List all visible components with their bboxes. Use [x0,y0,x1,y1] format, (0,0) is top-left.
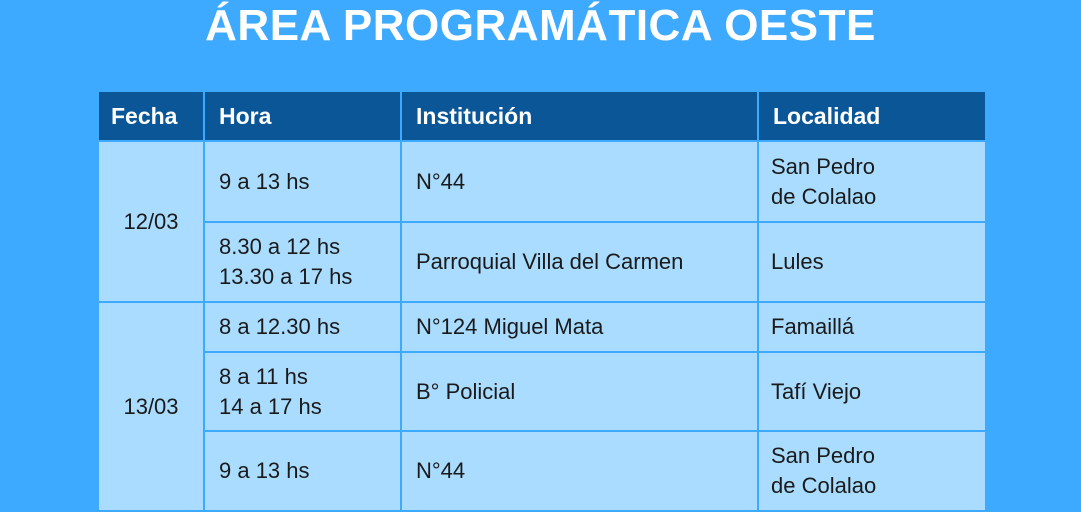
schedule-table [97,90,987,512]
fecha-cell: 12/03 [98,141,204,302]
hora-cell [204,222,401,302]
hora-cell [204,431,401,511]
localidad-cell [758,222,986,302]
column-header-fecha: Fecha [98,91,204,141]
table-row [98,141,986,222]
institucion-cell: N°124 Miguel Mata [401,302,758,352]
hora-line: 8 a 12.30 hs [219,314,341,339]
hora-cell [204,302,401,352]
hora-cell [204,352,401,431]
column-header-hora: Hora [204,91,401,141]
localidad-line: San Pedro [771,153,875,179]
hora-line: 9 a 13 hs [219,168,310,194]
hora-line: 13.30 a 17 hs [219,264,353,289]
hora-cell [204,141,401,222]
localidad-line: Famaillá [771,314,855,339]
localidad-line: Tafí Viejo [771,378,862,404]
localidad-cell [758,431,986,511]
localidad-cell [758,352,986,431]
table-row [98,222,986,302]
column-header-localidad: Localidad [758,91,986,141]
hora-line: 9 a 13 hs [219,458,310,483]
institucion-cell: N°44 [401,431,758,511]
fecha-cell: 13/03 [98,302,204,511]
table-row [98,302,986,352]
table-row [98,431,986,511]
institucion-cell: N°44 [401,141,758,222]
institucion-cell: Parroquial Villa del Carmen [401,222,758,302]
localidad-cell [758,302,986,352]
hora-line: 8.30 a 12 hs [219,234,341,259]
localidad-line: San Pedro [771,443,875,468]
institucion-cell: B° Policial [401,352,758,431]
table-row [98,352,986,431]
table-header-row [98,91,986,141]
localidad-line: Lules [771,249,824,274]
localidad-line: de Colalao [771,473,877,498]
hora-line: 14 a 17 hs [219,393,322,419]
localidad-line: de Colalao [771,183,877,209]
page-title: ÁREA PROGRAMÁTICA OESTE [205,1,876,50]
hora-line: 8 a 11 hs [219,363,308,389]
column-header-institucion: Institución [401,91,758,141]
localidad-cell [758,141,986,222]
